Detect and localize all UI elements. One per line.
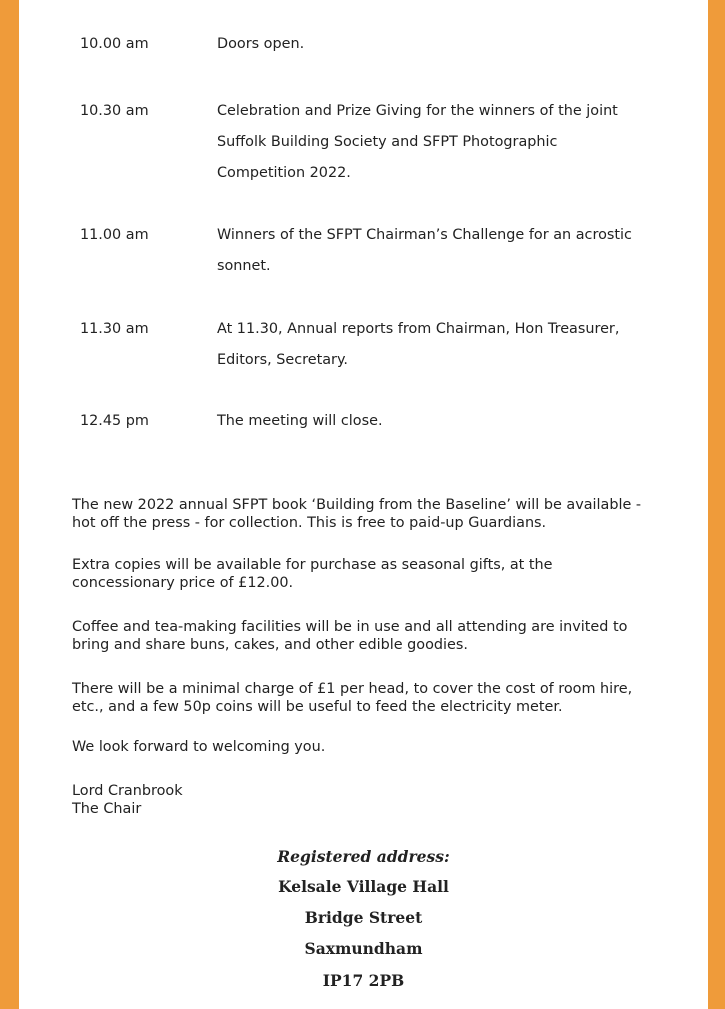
address-line: IP17 2PB <box>322 971 405 990</box>
left-orange-border <box>0 0 19 1009</box>
schedule-line: Celebration and Prize Giving for the winners of the joint <box>217 103 618 119</box>
paragraph-line: The new 2022 annual SFPT book ‘Building from the Baseline’ will be available - <box>72 497 642 513</box>
schedule-description <box>217 96 677 189</box>
paragraph-line: bring and share buns, cakes, and other edible goodies. <box>72 637 468 653</box>
address-heading: Registered address: <box>277 847 450 866</box>
paragraph-line: concessionary price of £12.00. <box>72 575 294 591</box>
paragraph-line: There will be a minimal charge of £1 per head, to cover the cost of room hire, <box>72 681 633 697</box>
schedule-line: Editors, Secretary. <box>217 352 349 368</box>
schedule-time: 10.00 am <box>80 36 149 52</box>
schedule-time: 11.00 am <box>80 227 149 243</box>
paragraph-line: Extra copies will be available for purchase as seasonal gifts, at the <box>72 557 553 573</box>
schedule-time: 11.30 am <box>80 321 149 337</box>
paragraph-refreshments <box>72 618 672 654</box>
signature-name: Lord Cranbrook <box>72 783 183 799</box>
schedule-line: The meeting will close. <box>217 413 383 429</box>
signature <box>72 782 672 818</box>
paragraph-line: hot off the press - for collection. This is free to paid-up Guardians. <box>72 515 547 531</box>
paragraph-welcome <box>72 738 672 756</box>
paragraph-line: Coffee and tea-making facilities will be in use and all attending are invited to <box>72 619 628 635</box>
schedule-time: 10.30 am <box>80 103 149 119</box>
address-line: Bridge Street <box>304 908 423 927</box>
schedule-line: Competition 2022. <box>217 165 351 181</box>
right-orange-border <box>708 0 725 1009</box>
schedule-line: Doors open. <box>217 36 305 52</box>
paragraph-book <box>72 496 672 532</box>
schedule-description <box>217 220 677 282</box>
address-line: Saxmundham <box>304 939 423 958</box>
schedule-description <box>217 29 677 60</box>
paragraph-line: We look forward to welcoming you. <box>72 739 326 755</box>
schedule-time: 12.45 pm <box>80 413 149 429</box>
paragraph-line: etc., and a few 50p coins will be useful to feed the electricity meter. <box>72 699 563 715</box>
schedule-line: Winners of the SFPT Chairman’s Challenge for an acrostic <box>217 227 632 243</box>
paragraph-extra-copies <box>72 556 672 592</box>
schedule-description <box>217 314 677 376</box>
schedule-description <box>217 406 677 437</box>
schedule-line: At 11.30, Annual reports from Chairman, Hon Treasurer, <box>217 321 620 337</box>
document-page <box>19 0 708 1009</box>
paragraph-charge <box>72 680 672 716</box>
address-line: Kelsale Village Hall <box>278 877 449 896</box>
schedule-line: sonnet. <box>217 258 271 274</box>
schedule-line: Suffolk Building Society and SFPT Photographic <box>217 134 558 150</box>
signature-role: The Chair <box>72 801 142 817</box>
